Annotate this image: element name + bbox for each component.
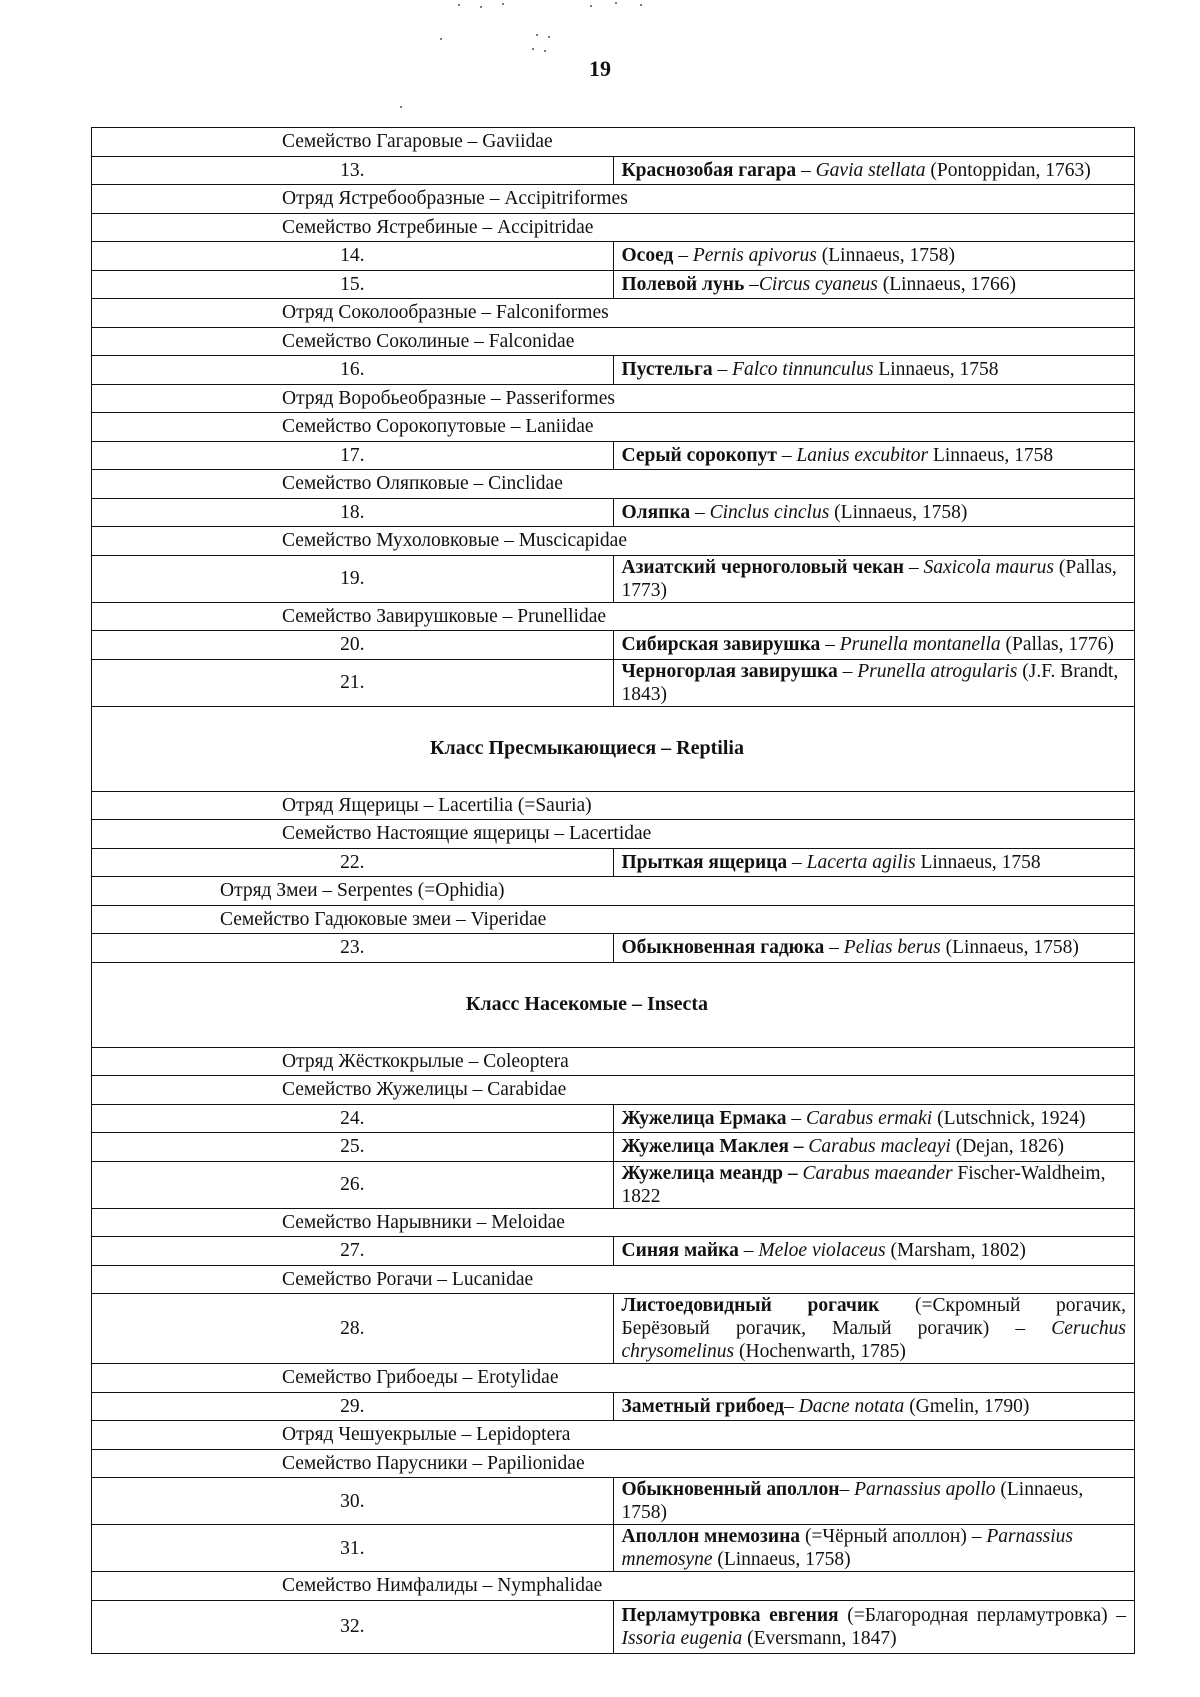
table-row [92, 1392, 1135, 1421]
table-row [92, 1208, 1135, 1237]
species-number: 18. [92, 498, 614, 527]
species-entry [613, 1478, 1135, 1525]
species-number: 28. [92, 1294, 614, 1364]
table-row [92, 820, 1135, 849]
family-heading: Семейство Гадюковые змеи – Viperidae [92, 905, 1135, 934]
species-entry [613, 156, 1135, 185]
latin-name: Pernis apivorus [692, 245, 817, 267]
species-separator: – [796, 159, 816, 181]
species-entry [613, 1294, 1135, 1364]
species-name: Жужелица меандр – [621, 1162, 803, 1184]
table-row [92, 128, 1135, 157]
species-table [91, 127, 1135, 1654]
table-row [92, 555, 1135, 602]
species-name: Сибирская завирушка [621, 634, 821, 656]
species-author: (Linnaeus, 1758) [816, 245, 955, 267]
species-separator: – [787, 851, 807, 873]
family-heading: Семейство Соколиные – Falconidae [92, 327, 1135, 356]
species-entry [613, 631, 1135, 660]
latin-name: Circus cyaneus [758, 273, 878, 295]
table-row [92, 441, 1135, 470]
species-name: Жужелица Ермака [621, 1107, 787, 1129]
latin-name: Prunella atrogularis [857, 660, 1018, 682]
latin-name: Lanius excubitor [796, 444, 929, 466]
species-name: Аполлон мнемозина [621, 1526, 801, 1547]
species-name: Обыкновенный аполлон [621, 1479, 840, 1500]
family-heading: Семейство Ястребиные – Accipitridae [92, 213, 1135, 242]
table-row [92, 1525, 1135, 1572]
species-author: Fischer-Waldheim, 1822 [621, 1162, 1106, 1207]
species-name: Краснозобая гагара [621, 159, 797, 181]
family-heading: Семейство Жужелицы – Carabidae [92, 1076, 1135, 1105]
species-separator: (=Чёрный аполлон) – [800, 1526, 987, 1547]
species-author: (Lutschnick, 1924) [932, 1107, 1086, 1129]
species-author: (Linnaeus, 1758) [621, 1479, 1084, 1523]
order-heading: Отряд Чешуекрылые – Lepidoptera [92, 1421, 1135, 1450]
species-author: (J.F. Brandt, 1843) [621, 660, 1119, 705]
table-row [92, 1133, 1135, 1162]
species-author: (Dejan, 1826) [950, 1136, 1065, 1158]
table-row [92, 270, 1135, 299]
species-name: Листоедовидный рогачик [621, 1295, 880, 1316]
species-entry [613, 555, 1135, 602]
species-entry [613, 848, 1135, 877]
family-heading: Семейство Парусники – Papilionidae [92, 1449, 1135, 1478]
species-entry [613, 356, 1135, 385]
species-number: 20. [92, 631, 614, 660]
table-row [92, 1076, 1135, 1105]
family-heading: Семейство Гагаровые – Gaviidae [92, 128, 1135, 157]
table-row [92, 877, 1135, 906]
species-author: (Linnaeus, 1758) [712, 1549, 851, 1570]
species-number: 23. [92, 934, 614, 963]
species-entry [613, 1104, 1135, 1133]
species-number: 15. [92, 270, 614, 299]
species-entry [613, 1525, 1135, 1572]
species-entry [613, 1161, 1135, 1208]
species-entry [613, 1237, 1135, 1266]
species-separator: (=Скромный рогачик, Берёзовый рогачик, Малый рогачик) – [621, 1295, 1126, 1339]
species-separator: – [824, 937, 844, 959]
latin-name: Meloe violaceus [758, 1240, 886, 1262]
table-row [92, 1364, 1135, 1393]
latin-name: Pelias berus [843, 937, 941, 959]
table-row [92, 384, 1135, 413]
species-separator: – [744, 273, 759, 295]
family-heading: Семейство Нарывники – Meloidae [92, 1208, 1135, 1237]
species-entry [613, 1600, 1135, 1653]
species-name: Прыткая ящерица [621, 851, 788, 873]
latin-name: Falco tinnunculus [732, 359, 874, 381]
order-heading: Отряд Змеи – Serpentes (=Ophidia) [92, 877, 1135, 906]
species-number: 32. [92, 1600, 614, 1653]
class-heading: Класс Пресмыкающиеся – Reptilia [92, 706, 1135, 791]
table-row [92, 659, 1135, 706]
species-author: (Linnaeus, 1758) [940, 937, 1079, 959]
order-heading: Отряд Соколообразные – Falconiformes [92, 299, 1135, 328]
species-separator: – [786, 1107, 807, 1129]
table-row [92, 1449, 1135, 1478]
species-name: Заметный грибоед [621, 1395, 785, 1417]
family-heading: Семейство Рогачи – Lucanidae [92, 1265, 1135, 1294]
latin-name: Lacerta agilis [806, 851, 916, 873]
species-number: 14. [92, 242, 614, 271]
table-row [92, 631, 1135, 660]
table-row [92, 498, 1135, 527]
table-row [92, 1265, 1135, 1294]
table-row [92, 905, 1135, 934]
family-heading: Семейство Завирушковые – Prunellidae [92, 602, 1135, 631]
species-number: 29. [92, 1392, 614, 1421]
family-heading: Семейство Мухоловковые – Muscicapidae [92, 527, 1135, 556]
species-number: 16. [92, 356, 614, 385]
order-heading: Отряд Воробьеобразные – Passeriformes [92, 384, 1135, 413]
class-row [92, 706, 1135, 791]
species-author: (Eversmann, 1847) [742, 1627, 897, 1649]
page-number: 19 [589, 56, 611, 81]
species-separator: – [839, 1479, 855, 1500]
table-row [92, 848, 1135, 877]
table-row [92, 213, 1135, 242]
species-name: Осоед [621, 245, 674, 267]
species-entry [613, 498, 1135, 527]
family-heading: Семейство Грибоеды – Erotylidae [92, 1364, 1135, 1393]
species-name: Обыкновенная гадюка [621, 937, 825, 959]
species-name: Жужелица Маклея – [621, 1136, 809, 1158]
class-heading: Класс Насекомые – Insecta [92, 962, 1135, 1047]
species-separator: – [820, 634, 840, 656]
species-separator: – [738, 1240, 759, 1262]
table-row [92, 470, 1135, 499]
table-row [92, 1047, 1135, 1076]
table-row [92, 1237, 1135, 1266]
family-heading: Семейство Сорокопутовые – Laniidae [92, 413, 1135, 442]
family-heading: Семейство Настоящие ящерицы – Lacertidae [92, 820, 1135, 849]
species-number: 30. [92, 1478, 614, 1525]
species-name: Перламутровка евгения [621, 1604, 839, 1626]
species-number: 22. [92, 848, 614, 877]
class-row [92, 962, 1135, 1047]
species-entry [613, 659, 1135, 706]
species-author: (Pallas, 1773) [621, 556, 1117, 601]
species-separator: – [673, 245, 693, 267]
species-author: (Linnaeus, 1758) [829, 501, 968, 523]
species-entry [613, 1392, 1135, 1421]
table-row [92, 791, 1135, 820]
species-name: Черногорлая завирушка [621, 660, 838, 682]
family-heading: Семейство Оляпковые – Cinclidae [92, 470, 1135, 499]
table-row [92, 1478, 1135, 1525]
species-separator: – [690, 501, 710, 523]
species-author: Linnaeus, 1758 [873, 359, 999, 381]
species-author: (Marsham, 1802) [885, 1240, 1026, 1262]
table-row [92, 413, 1135, 442]
species-separator: – [903, 556, 924, 578]
scan-specks [440, 0, 740, 110]
table-row [92, 602, 1135, 631]
order-heading: Отряд Ястребообразные – Accipitriformes [92, 185, 1135, 214]
order-heading: Отряд Ящерицы – Lacertilia (=Sauria) [92, 791, 1135, 820]
species-number: 24. [92, 1104, 614, 1133]
species-entry [613, 1133, 1135, 1162]
latin-name: Dacne notata [798, 1395, 905, 1417]
species-number: 25. [92, 1133, 614, 1162]
species-entry [613, 242, 1135, 271]
family-heading: Семейство Нимфалиды – Nymphalidae [92, 1572, 1135, 1601]
species-number: 19. [92, 555, 614, 602]
species-author: (Pontoppidan, 1763) [925, 159, 1091, 181]
species-name: Пустельга [621, 359, 713, 381]
table-row [92, 527, 1135, 556]
species-author: (Linnaeus, 1766) [877, 273, 1016, 295]
latin-name: Parnassius apollo [854, 1479, 996, 1500]
table-row [92, 1161, 1135, 1208]
species-separator: – [776, 444, 797, 466]
species-number: 21. [92, 659, 614, 706]
species-number: 13. [92, 156, 614, 185]
table-row [92, 327, 1135, 356]
species-name: Синяя майка [621, 1240, 739, 1262]
species-number: 17. [92, 441, 614, 470]
table-row [92, 156, 1135, 185]
latin-name: Carabus maeander [802, 1162, 953, 1184]
latin-name: Prunella montanella [839, 634, 1001, 656]
latin-name: Saxicola maurus [923, 556, 1054, 578]
latin-name: Issoria eugenia [621, 1627, 743, 1649]
species-number: 31. [92, 1525, 614, 1572]
species-author: Linnaeus, 1758 [928, 444, 1054, 466]
species-separator: – [784, 1395, 799, 1417]
species-entry [613, 441, 1135, 470]
table-row [92, 1294, 1135, 1364]
latin-name: Parnassius mnemosyne [621, 1526, 1074, 1570]
table-row [92, 1572, 1135, 1601]
species-author: (Gmelin, 1790) [904, 1395, 1030, 1417]
species-name: Азиатский черноголовый чекан [621, 556, 904, 578]
table-row [92, 1421, 1135, 1450]
table-row [92, 356, 1135, 385]
species-separator: (=Благородная перламутровка) – [838, 1604, 1126, 1626]
table-row [92, 242, 1135, 271]
species-number: 27. [92, 1237, 614, 1266]
species-author: (Hochenwarth, 1785) [734, 1341, 906, 1362]
table-row [92, 299, 1135, 328]
latin-name: Cinclus cinclus [709, 501, 830, 523]
latin-name: Ceruchus chrysomelinus [621, 1318, 1126, 1362]
species-author: Linnaeus, 1758 [915, 851, 1041, 873]
table-row [92, 1600, 1135, 1653]
order-heading: Отряд Жёсткокрылые – Coleoptera [92, 1047, 1135, 1076]
table-row [92, 1104, 1135, 1133]
table-row [92, 185, 1135, 214]
species-author: (Pallas, 1776) [1000, 634, 1114, 656]
species-separator: – [837, 660, 858, 682]
latin-name: Gavia stellata [815, 159, 926, 181]
species-name: Полевой лунь [621, 273, 745, 295]
species-entry [613, 270, 1135, 299]
species-separator: – [712, 359, 733, 381]
species-name: Серый сорокопут [621, 444, 777, 466]
table-row [92, 934, 1135, 963]
latin-name: Carabus ermaki [806, 1107, 933, 1129]
species-number: 26. [92, 1161, 614, 1208]
species-name: Оляпка [621, 501, 691, 523]
species-entry [613, 934, 1135, 963]
latin-name: Carabus macleayi [808, 1136, 951, 1158]
